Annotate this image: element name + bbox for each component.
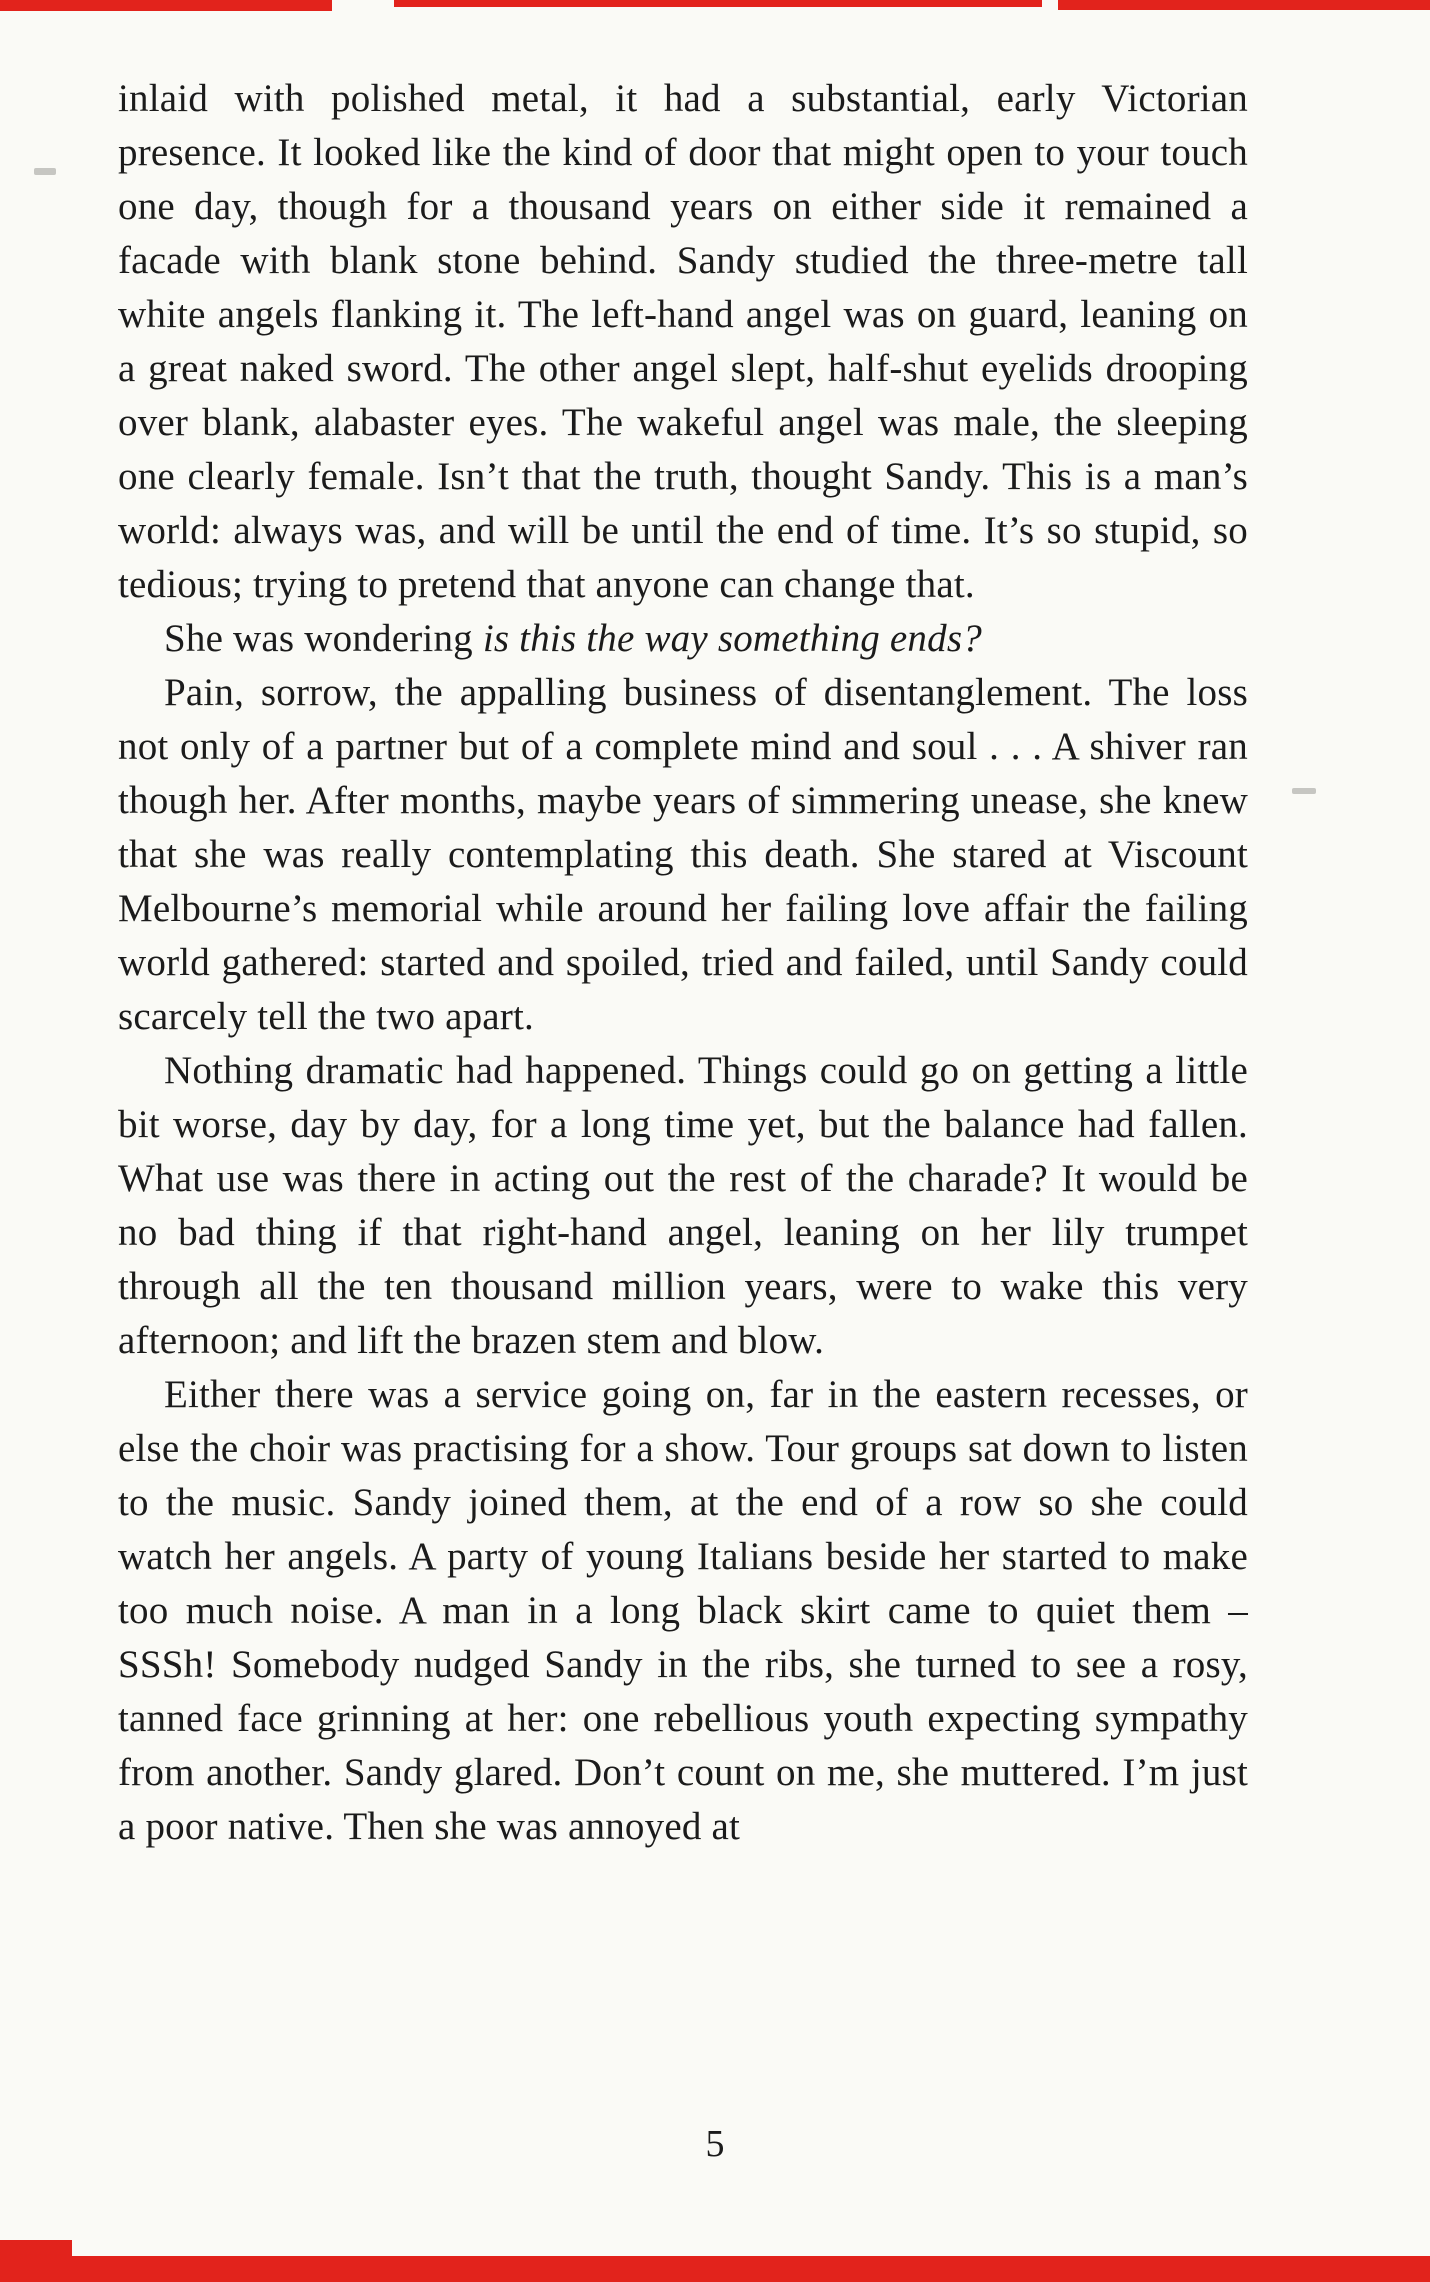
text-run: She was wondering bbox=[164, 617, 483, 660]
paragraph bbox=[118, 612, 1248, 666]
paragraph bbox=[118, 666, 1248, 1044]
scan-edge-bottom-corner bbox=[0, 2240, 72, 2282]
paragraph bbox=[118, 1044, 1248, 1368]
page-number: 5 bbox=[705, 2123, 725, 2165]
text-run: is this the way something ends? bbox=[482, 617, 982, 660]
scan-edge-top-segment bbox=[0, 0, 332, 11]
scan-artifact bbox=[34, 168, 56, 175]
scan-edge-top-segment bbox=[1058, 0, 1430, 10]
scan-artifact bbox=[1292, 788, 1316, 794]
text-run: Pain, sorrow, the appalling business of disentanglement. The loss not only of a partner but of a complete mind and soul . . . A shiver ran though her. After months, maybe years of simmering unease, she knew that she was really contemplating this death. She stared at Viscount Melbourne’s memorial while around her failing love affair the failing world gathered: started and spoiled, tried and failed, until Sandy could scarcely tell the two apart. bbox=[118, 671, 1248, 1038]
paragraph bbox=[118, 1368, 1248, 1854]
text-run: inlaid with polished metal, it had a substantial, early Victorian presence. It looked like the kind of door that might open to your touch one day, though for a thousand years on either side it remained a facade with blank stone behind. Sandy studied the three-metre tall white angels flanking it. The left-hand angel was on guard, leaning on a great naked sword. The other angel slept, half-shut eyelids drooping over blank, alabaster eyes. The wakeful angel was male, the sleeping one clearly female. Isn’t that the truth, thought Sandy. This is a man’s world: always was, and will be until the end of time. It’s so stupid, so tedious; trying to pretend that anyone can change that. bbox=[118, 77, 1248, 606]
text-run: Nothing dramatic had happened. Things could go on getting a little bit worse, day by day, for a long time yet, but the balance had fallen. What use was there in acting out the rest of the charade? It would be no bad thing if that right-hand angel, leaning on her lily trumpet through all the ten thousand million years, were to wake this very afternoon; and lift the brazen stem and blow. bbox=[118, 1049, 1248, 1362]
text-run: Either there was a service going on, far in the eastern recesses, or else the choir was practising for a show. Tour groups sat down to listen to the music. Sandy joined them, at the end of a row so she could watch her angels. A party of young Italians beside her started to make too much noise. A man in a long black skirt came to quiet them – SSSh! Somebody nudged Sandy in the ribs, she turned to see a rosy, tanned face grinning at her: one rebellious youth expecting sympathy from another. Sandy glared. Don’t count on me, she muttered. I’m just a poor native. Then she was annoyed at bbox=[118, 1373, 1248, 1848]
paragraph bbox=[118, 72, 1248, 612]
scan-edge-bottom bbox=[0, 2256, 1430, 2282]
page-text bbox=[118, 72, 1248, 1854]
scan-edge-top-segment bbox=[394, 0, 1042, 7]
